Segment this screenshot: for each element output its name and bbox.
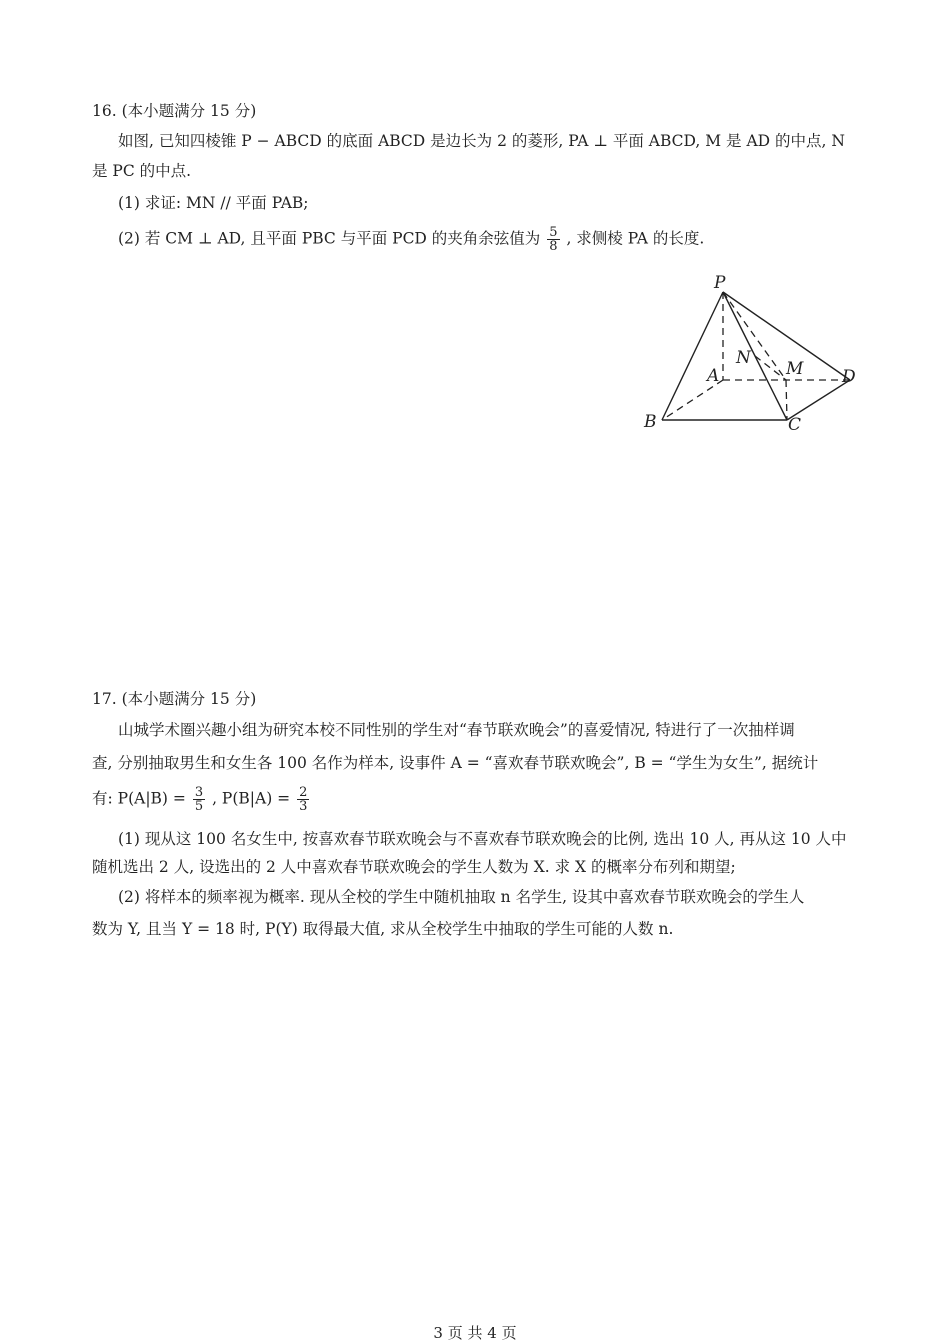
fraction-denominator: 8 <box>549 239 558 254</box>
label-A: A <box>707 366 720 386</box>
label-C: C <box>788 415 802 435</box>
segment-MC <box>786 380 787 420</box>
pyramid-diagram <box>630 262 870 442</box>
fraction-numerator: 2 <box>299 785 308 800</box>
label-B: B <box>644 412 657 432</box>
q17-fraction-2 <box>297 786 309 813</box>
label-N: N <box>736 348 751 368</box>
page-number: 3 页 共 4 页 <box>433 1324 517 1342</box>
segment-NM <box>755 356 786 380</box>
edge-CD <box>787 380 850 420</box>
q17-part2-line2: 数为 Y, 且当 Y = 18 时, P(Y) 取得最大值, 求从全校学生中抽取的学生可能的人数 n. <box>92 920 674 938</box>
q16-part2 <box>118 226 890 253</box>
q16-stem-line1: 如图, 已知四棱锥 P − ABCD 的底面 ABCD 是边长为 2 的菱形, PA ⊥ 平面 ABCD, M 是 AD 的中点, N <box>118 132 845 150</box>
q17-stem-line2: 查, 分别抽取男生和女生各 100 名作为样本, 设事件 A = “喜欢春节联欢晚会”, B = “学生为女生”, 据统计 <box>92 754 819 772</box>
q17-prob-a-text: 有: P(A|B) = <box>92 789 186 808</box>
q17-stem-line3 <box>92 786 890 813</box>
q17-part1-line1: (1) 现从这 100 名女生中, 按喜欢春节联欢晚会与不喜欢春节联欢晚会的比例, 选出 10 人, 再从这 10 人中 <box>118 830 847 848</box>
q17-stem-line1: 山城学术圈兴趣小组为研究本校不同性别的学生对“春节联欢晚会”的喜爱情况, 特进行了一次抽样调 <box>118 721 795 739</box>
fraction-denominator: 5 <box>194 799 204 814</box>
q16-part2-text-a: (2) 若 CM ⊥ AD, 且平面 PBC 与平面 PCD 的夹角余弦值为 <box>118 229 541 248</box>
label-D: D <box>842 367 856 387</box>
fraction-denominator: 3 <box>299 799 308 814</box>
q17-part2-line1: (2) 将样本的频率视为概率. 现从全校的学生中随机抽取 n 名学生, 设其中喜欢春节联欢晚会的学生人 <box>118 888 805 906</box>
label-P: P <box>714 273 726 293</box>
label-M: M <box>786 359 804 379</box>
q17-part1-line2: 随机选出 2 人, 设选出的 2 人中喜欢春节联欢晚会的学生人数为 X. 求 X 的概率分布列和期望; <box>92 858 736 876</box>
q16-stem-line2: 是 PC 的中点. <box>92 162 192 180</box>
q17-prob-b-text: , P(B|A) = <box>212 789 291 808</box>
fraction-numerator: 3 <box>194 785 204 800</box>
edge-PB <box>662 292 723 420</box>
q16-part1: (1) 求证: MN // 平面 PAB; <box>118 194 309 212</box>
fraction-numerator: 5 <box>549 225 558 240</box>
pyramid-figure <box>630 262 870 442</box>
q17-fraction-1 <box>193 786 205 813</box>
q16-cosine-fraction <box>547 226 559 253</box>
segment-PM <box>723 292 786 380</box>
q17-header: 17. (本小题满分 15 分) <box>92 690 257 708</box>
q16-part2-text-b: , 求侧棱 PA 的长度. <box>566 229 705 248</box>
q16-header: 16. (本小题满分 15 分) <box>92 102 257 120</box>
